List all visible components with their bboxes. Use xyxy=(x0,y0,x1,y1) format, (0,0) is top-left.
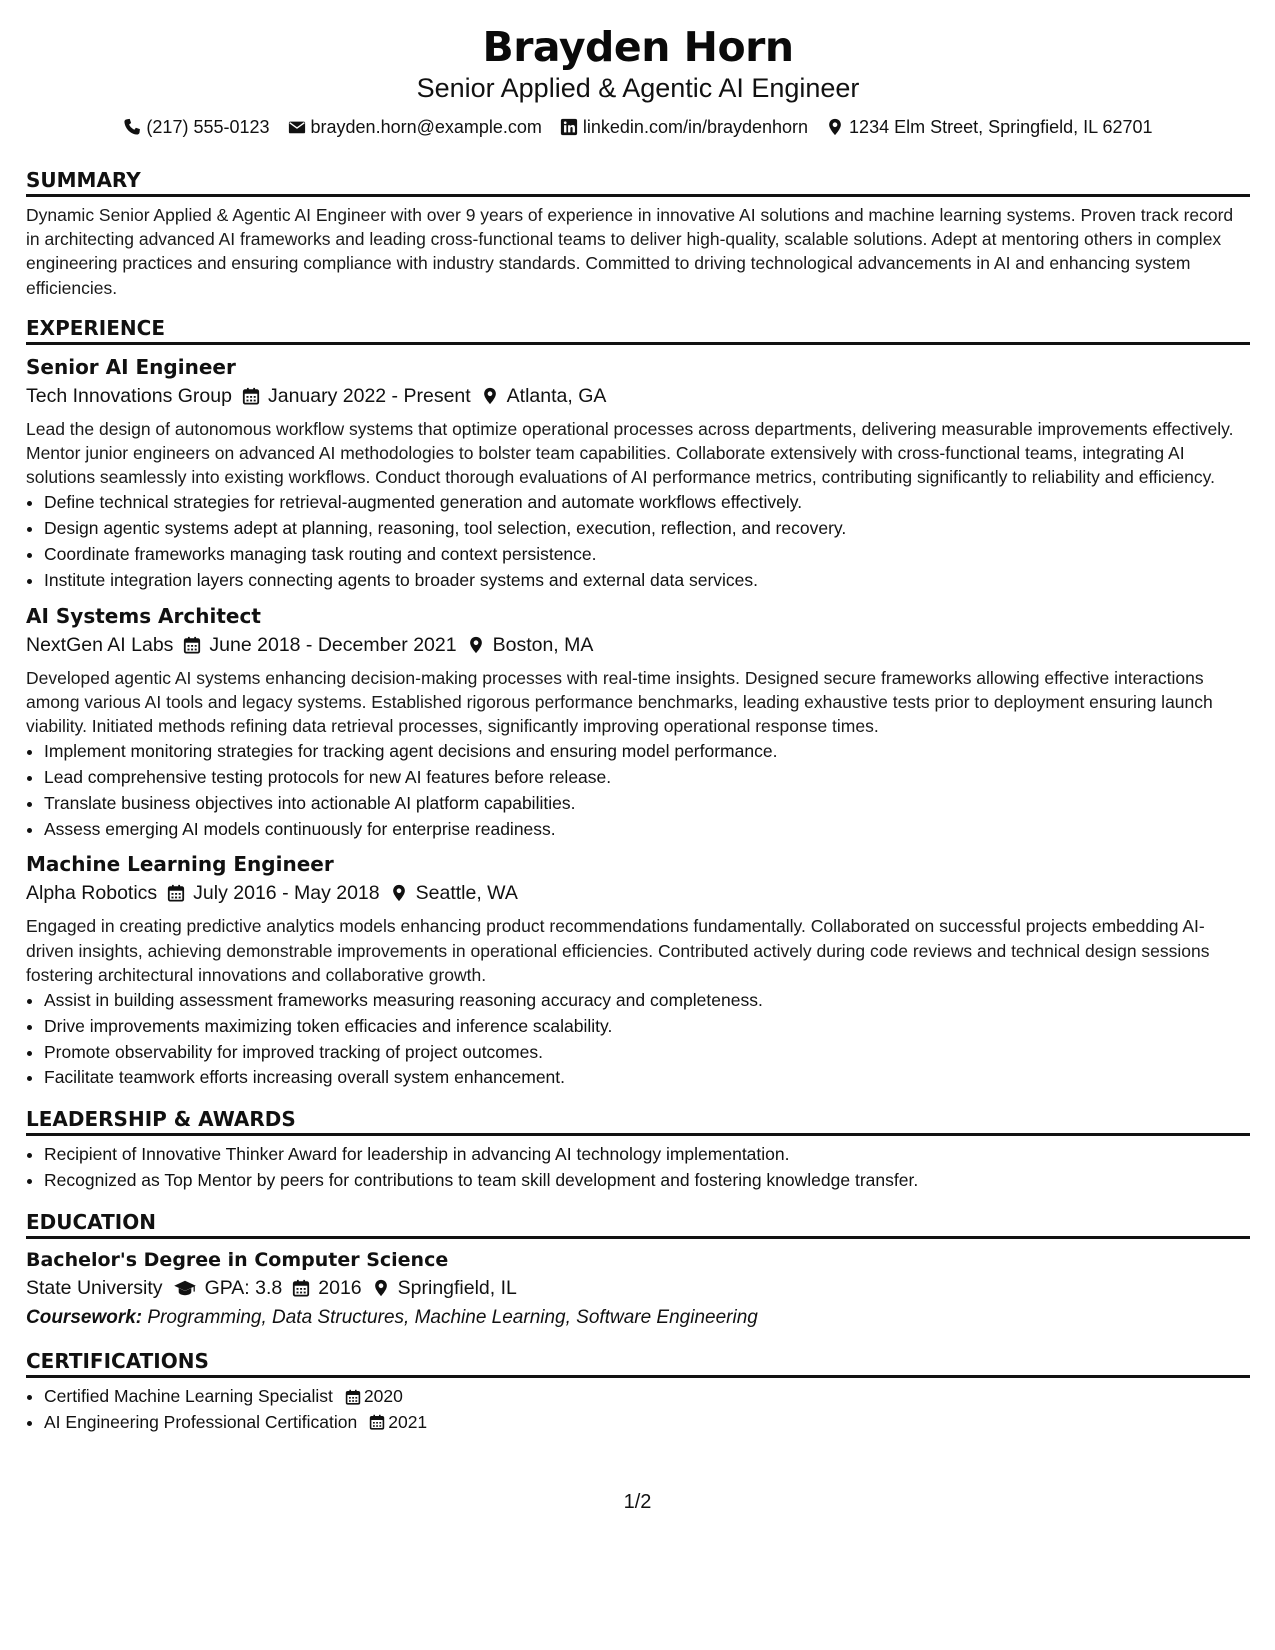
job-title: Machine Learning Engineer xyxy=(26,852,334,877)
gpa: GPA: 3.8 xyxy=(204,1276,283,1299)
leadership-list xyxy=(26,1142,1250,1194)
certifications-section xyxy=(26,1349,1250,1436)
coursework xyxy=(26,1303,1250,1333)
job-bullets xyxy=(26,739,1250,842)
job-entry xyxy=(26,850,1250,1091)
map-pin-icon xyxy=(467,636,485,654)
education-section xyxy=(26,1210,1250,1333)
company-name: Alpha Robotics xyxy=(26,882,158,905)
calendar-icon xyxy=(242,387,260,405)
job-location: Atlanta, GA xyxy=(506,384,607,407)
job-title: AI Systems Architect xyxy=(26,603,261,628)
list-item: • Lead comprehensive testing protocols for new AI features before release. xyxy=(44,765,1250,791)
calendar-icon xyxy=(292,1279,310,1297)
list-item: • Recipient of Innovative Thinker Award for leadership in advancing AI technology implementation. xyxy=(44,1142,1250,1168)
cert-year: 2021 xyxy=(388,1411,428,1432)
email-text: brayden.horn@example.com xyxy=(310,117,542,137)
map-pin-icon xyxy=(390,884,408,902)
map-pin-icon xyxy=(826,118,844,136)
list-item: • Recognized as Top Mentor by peers for contributions to team skill development and fostering knowledge transfer. xyxy=(44,1168,1250,1194)
phone-icon xyxy=(123,118,141,136)
contact-linkedin[interactable] xyxy=(560,116,808,138)
school-name: State University xyxy=(26,1276,163,1299)
list-item: • Assess emerging AI models continuously for enterprise readiness. xyxy=(44,817,1250,843)
summary-text: Dynamic Senior Applied & Agentic AI Engineer with over 9 years of experience in innovative AI solutions and machine learning systems. Proven track record in architecting advanced AI frameworks and leading cross-functional teams to deliver high-quality, scalable solutions. Adept at mentoring others in complex engineering practices and ensuring compliance with industry standards. Committed to driving technological advancements in AI and enhancing system efficiencies. xyxy=(26,205,1234,298)
section-heading: EXPERIENCE xyxy=(26,316,1250,345)
resume-page xyxy=(26,22,1250,1435)
leadership-section xyxy=(26,1107,1250,1194)
cert-year: 2020 xyxy=(363,1385,403,1406)
summary-section xyxy=(26,168,1250,300)
job-description: Developed agentic AI systems enhancing decision-making processes with real-time insights. Designed secure frameworks allowing effective interactions among various AI tools and legacy systems. Established rigorous performance benchmarks, leading exhaustive tests prior to deployment ensuring launch viability. Initiated methods refining data retrieval processes, significantly improving operational response times. xyxy=(26,667,1213,737)
contact-phone[interactable] xyxy=(123,116,269,138)
list-item xyxy=(44,1410,1250,1436)
job-dates: June 2018 - December 2021 xyxy=(209,633,457,656)
phone-text: (217) 555-0123 xyxy=(146,117,270,137)
list-item: • Facilitate teamwork efforts increasing overall system enhancement. xyxy=(44,1065,1250,1091)
job-meta xyxy=(26,630,1250,660)
list-item: • Implement monitoring strategies for tracking agent decisions and ensuring model performance. xyxy=(44,739,1250,765)
cert-name: • Certified Machine Learning Specialist xyxy=(44,1385,333,1406)
list-item: • Promote observability for improved tracking of project outcomes. xyxy=(44,1040,1250,1066)
job-title: Senior AI Engineer xyxy=(26,354,236,379)
calendar-icon xyxy=(183,636,201,654)
job-location: Boston, MA xyxy=(492,633,594,656)
address-text: 1234 Elm Street, Springfield, IL 62701 xyxy=(849,117,1153,137)
map-pin-icon xyxy=(481,387,499,405)
list-item xyxy=(44,1384,1250,1410)
section-heading: CERTIFICATIONS xyxy=(26,1349,1250,1378)
company-name: NextGen AI Labs xyxy=(26,633,174,656)
degree-title: Bachelor's Degree in Computer Science xyxy=(26,1248,449,1271)
graduation-year: 2016 xyxy=(318,1276,362,1299)
linkedin-text: linkedin.com/in/braydenhorn xyxy=(582,117,809,137)
list-item: • Assist in building assessment frameworks measuring reasoning accuracy and completeness. xyxy=(44,988,1250,1014)
education-meta xyxy=(26,1273,1250,1303)
page-number: 1/2 xyxy=(623,1491,652,1513)
calendar-icon xyxy=(167,884,185,902)
job-bullets xyxy=(26,988,1250,1091)
job-bullets xyxy=(26,490,1250,593)
calendar-icon xyxy=(345,1389,361,1405)
calendar-icon xyxy=(369,1414,385,1430)
section-heading: LEADERSHIP & AWARDS xyxy=(26,1107,1250,1136)
job-entry xyxy=(26,353,1250,594)
job-description: Engaged in creating predictive analytics models enhancing product recommendations fundamentally. Collaborated on successful projects embedding AI-driven insights, achieving demonstrable improvements in operational efficiencies. Contributed actively during code reviews and technical design sessions fostering architectural innovations and collaborative growth. xyxy=(26,916,1210,985)
list-item: • Define technical strategies for retrieval-augmented generation and automate workflows effectively. xyxy=(44,490,1250,516)
list-item: • Coordinate frameworks managing task routing and context persistence. xyxy=(44,542,1250,568)
candidate-name: Brayden Horn xyxy=(482,23,794,71)
list-item: • Institute integration layers connecting agents to broader systems and external data services. xyxy=(44,568,1250,594)
contact-address xyxy=(826,116,1153,138)
graduation-cap-icon xyxy=(173,1279,197,1297)
cert-name: • AI Engineering Professional Certification xyxy=(44,1411,358,1432)
job-dates: January 2022 - Present xyxy=(267,384,471,407)
map-pin-icon xyxy=(372,1279,390,1297)
candidate-title: Senior Applied & Agentic AI Engineer xyxy=(416,73,860,103)
job-entry xyxy=(26,602,1250,843)
job-meta xyxy=(26,381,1250,411)
list-item: • Design agentic systems adept at planning, reasoning, tool selection, execution, reflection, and recovery. xyxy=(44,516,1250,542)
section-heading: SUMMARY xyxy=(26,168,1250,197)
coursework-label: Coursework: xyxy=(26,1306,143,1328)
job-dates: July 2016 - May 2018 xyxy=(193,882,380,905)
contact-email[interactable] xyxy=(288,116,542,138)
certifications-list xyxy=(26,1384,1250,1436)
coursework-list: Programming, Data Structures, Machine Learning, Software Engineering xyxy=(147,1306,758,1328)
job-description: Lead the design of autonomous workflow systems that optimize operational processes across departments, delivering measurable improvements effectively. Mentor junior engineers on advanced AI methodologies to bolster team capabilities. Collaborate extensively with cross-functional teams, integrating AI solutions seamlessly into existing workflows. Conduct thorough evaluations of AI performance metrics, contributing significantly to reliability and efficiency. xyxy=(26,418,1234,488)
list-item: • Drive improvements maximizing token efficacies and inference scalability. xyxy=(44,1014,1250,1040)
list-item: • Translate business objectives into actionable AI platform capabilities. xyxy=(44,791,1250,817)
linkedin-icon xyxy=(560,118,578,136)
envelope-icon xyxy=(288,118,306,136)
experience-section xyxy=(26,316,1250,1091)
education-location: Springfield, IL xyxy=(397,1276,517,1299)
job-meta xyxy=(26,878,1250,908)
job-location: Seattle, WA xyxy=(415,882,518,905)
contact-bar xyxy=(26,116,1250,138)
section-heading: EDUCATION xyxy=(26,1210,1250,1239)
company-name: Tech Innovations Group xyxy=(26,384,232,407)
